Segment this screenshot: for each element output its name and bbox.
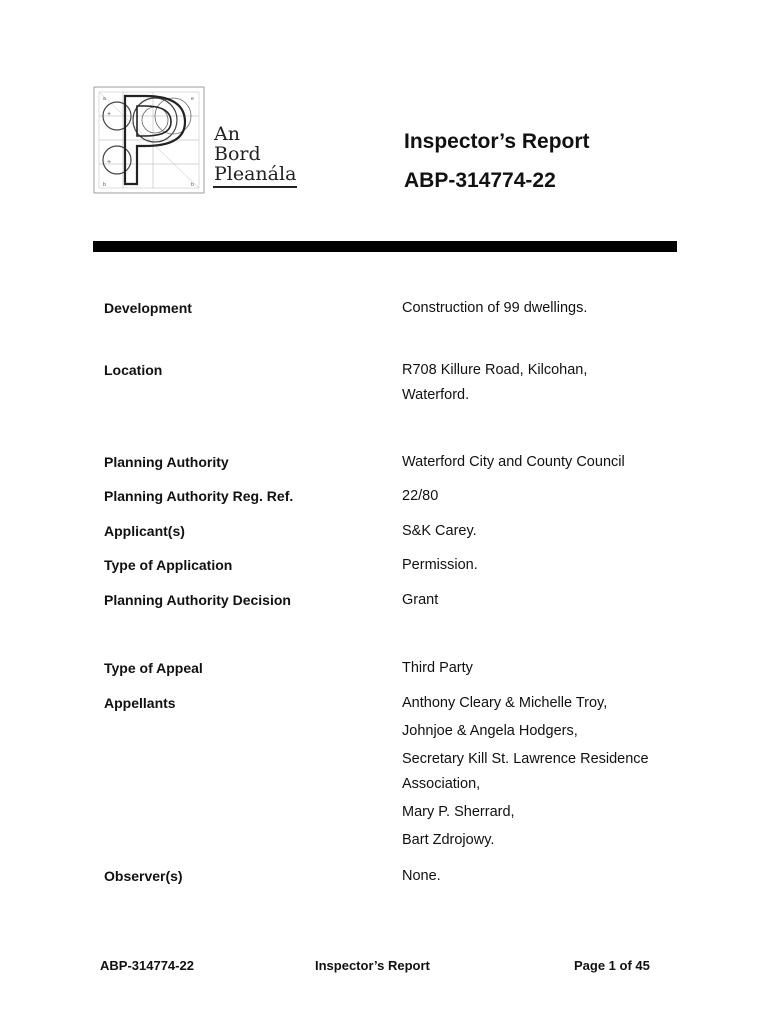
- report-title: Inspector’s Report: [404, 130, 590, 153]
- report-reference: ABP-314774-22: [404, 169, 556, 192]
- field-value: [402, 591, 702, 619]
- field-value: [402, 867, 702, 895]
- field-label: Planning Authority Reg. Ref.: [104, 488, 294, 504]
- value-line: Johnjoe & Angela Hodgers,: [402, 723, 578, 739]
- logo-line-pleanala: Pleanála: [214, 163, 297, 185]
- field-value: [402, 556, 702, 584]
- field-label: Type of Application: [104, 557, 233, 573]
- field-value: [402, 694, 702, 859]
- value-line: Third Party: [402, 660, 473, 676]
- field-value: [402, 453, 702, 481]
- svg-text:b: b: [191, 182, 194, 188]
- field-label: Appellants: [104, 695, 176, 711]
- footer-reference: ABP-314774-22: [100, 958, 194, 973]
- field-label: Planning Authority Decision: [104, 592, 291, 608]
- value-line: Bart Zdrojowy.: [402, 832, 495, 848]
- svg-text:a: a: [103, 96, 106, 102]
- header-divider-bar: [93, 241, 677, 252]
- footer-title: Inspector’s Report: [315, 958, 430, 973]
- svg-text:e: e: [191, 96, 194, 102]
- value-line: Grant: [402, 592, 439, 608]
- field-value: [402, 522, 702, 550]
- value-line: R708 Killure Road, Kilcohan,: [402, 362, 588, 378]
- field-label: Type of Appeal: [104, 660, 203, 676]
- value-line: Association,: [402, 776, 481, 792]
- field-value: [402, 299, 702, 327]
- value-line: Mary P. Sherrard,: [402, 804, 515, 820]
- an-bord-pleanala-logo-icon: [93, 86, 205, 194]
- field-label: Applicant(s): [104, 523, 185, 539]
- logo-line-an: An: [214, 123, 240, 145]
- field-label: Location: [104, 362, 163, 378]
- value-line: Anthony Cleary & Michelle Troy,: [402, 695, 608, 711]
- footer-page-number: Page 1 of 45: [574, 958, 650, 973]
- field-label: Observer(s): [104, 868, 183, 884]
- value-line: Permission.: [402, 557, 478, 573]
- field-label: Planning Authority: [104, 454, 229, 470]
- value-line: None.: [402, 868, 441, 884]
- svg-text:b: b: [103, 182, 106, 188]
- value-line: Waterford.: [402, 387, 470, 403]
- logo-underline: [213, 186, 297, 188]
- field-value: [402, 659, 702, 687]
- field-label: Development: [104, 300, 192, 316]
- field-value: [402, 361, 702, 414]
- logo-line-bord: Bord: [214, 143, 261, 165]
- value-line: Construction of 99 dwellings.: [402, 300, 588, 316]
- value-line: 22/80: [402, 488, 439, 504]
- field-value: [402, 487, 702, 515]
- value-line: Waterford City and County Council: [402, 454, 625, 470]
- value-line: Secretary Kill St. Lawrence Residence: [402, 751, 649, 767]
- logo-wordmark: [214, 124, 296, 184]
- svg-text:+: +: [107, 111, 112, 118]
- svg-text:+: +: [107, 159, 112, 166]
- value-line: S&K Carey.: [402, 523, 477, 539]
